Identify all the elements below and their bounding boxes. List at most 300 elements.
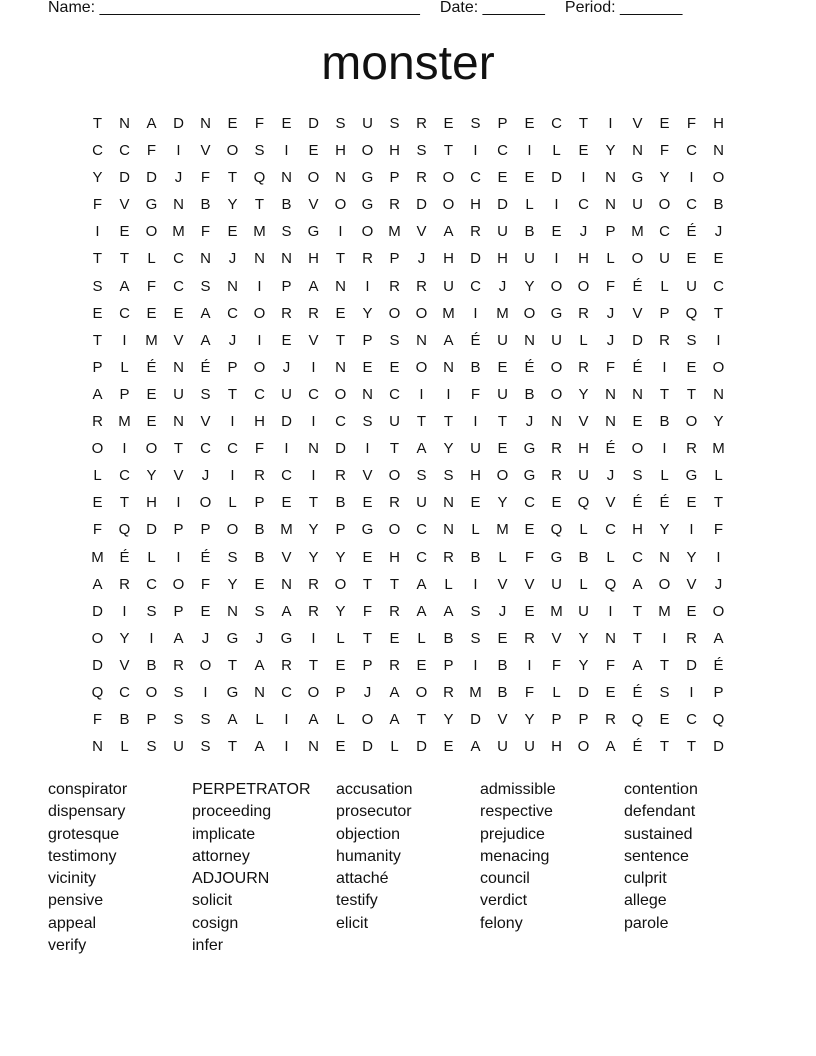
grid-letter[interactable]: C [605,521,616,539]
grid-letter[interactable]: B [713,196,724,214]
grid-letter[interactable]: I [662,440,667,458]
grid-letter[interactable]: O [199,656,212,674]
grid-letter[interactable]: S [443,467,454,485]
grid-letter[interactable]: O [145,683,158,701]
grid-letter[interactable]: P [605,223,616,241]
grid-letter[interactable]: I [230,413,235,431]
grid-letter[interactable]: O [145,440,158,458]
grid-letter[interactable]: C [497,142,508,160]
grid-letter[interactable]: Q [550,521,563,539]
grid-letter[interactable]: I [608,602,613,620]
grid-letter[interactable]: N [119,115,130,132]
grid-letter[interactable]: L [660,467,669,485]
grid-letter[interactable]: N [551,413,562,431]
grid-letter[interactable]: N [227,277,238,295]
grid-letter[interactable]: S [416,467,427,485]
grid-letter[interactable]: E [119,223,130,241]
grid-letter[interactable]: F [686,115,697,132]
grid-letter[interactable]: H [146,494,157,512]
grid-letter[interactable]: H [254,413,265,431]
grid-letter[interactable]: H [632,521,643,539]
grid-letter[interactable]: C [119,304,130,322]
grid-letter[interactable]: E [389,629,400,647]
grid-letter[interactable]: P [389,169,400,187]
grid-letter[interactable]: F [362,602,373,620]
grid-letter[interactable]: R [605,711,616,729]
grid-letter[interactable]: N [335,277,346,295]
grid-letter[interactable]: L [579,521,588,539]
grid-letter[interactable]: E [227,115,238,132]
grid-letter[interactable]: O [550,358,563,376]
grid-letter[interactable]: A [443,331,454,349]
grid-letter[interactable]: P [335,683,346,701]
grid-letter[interactable]: I [176,142,181,160]
grid-letter[interactable]: I [149,629,154,647]
grid-letter[interactable]: E [659,711,670,729]
grid-letter[interactable]: C [686,711,697,729]
grid-letter[interactable]: E [497,440,508,458]
grid-letter[interactable]: C [470,277,481,295]
grid-letter[interactable]: J [282,358,291,376]
grid-letter[interactable]: F [551,656,562,674]
grid-letter[interactable]: T [713,494,724,512]
grid-letter[interactable]: Q [118,521,131,539]
grid-letter[interactable]: T [686,385,697,403]
grid-letter[interactable]: I [311,629,316,647]
grid-letter[interactable]: É [146,358,157,376]
grid-letter[interactable]: Q [604,575,617,593]
grid-letter[interactable]: S [389,331,400,349]
grid-letter[interactable]: O [253,304,266,322]
grid-letter[interactable]: N [200,115,211,132]
grid-letter[interactable]: Y [524,711,535,729]
grid-letter[interactable]: O [226,521,239,539]
grid-letter[interactable]: G [361,521,374,539]
grid-letter[interactable]: T [578,115,589,132]
grid-letter[interactable]: E [362,548,373,566]
grid-letter[interactable]: C [146,575,157,593]
grid-letter[interactable]: C [173,277,184,295]
grid-letter[interactable]: E [362,494,373,512]
grid-letter[interactable]: V [308,331,319,349]
grid-letter[interactable]: F [254,115,265,132]
grid-letter[interactable]: E [146,385,157,403]
grid-letter[interactable]: V [497,575,508,593]
grid-letter[interactable]: P [335,521,346,539]
grid-letter[interactable]: D [173,115,184,132]
grid-letter[interactable]: E [308,142,319,160]
grid-letter[interactable]: P [659,304,670,322]
grid-letter[interactable]: H [335,142,346,160]
grid-letter[interactable]: O [523,304,536,322]
grid-letter[interactable]: R [389,196,400,214]
grid-letter[interactable]: P [146,711,157,729]
grid-letter[interactable]: F [605,277,616,295]
grid-letter[interactable]: P [578,711,589,729]
grid-letter[interactable]: L [120,738,129,756]
grid-letter[interactable]: T [416,413,427,431]
grid-letter[interactable]: T [659,656,670,674]
grid-letter[interactable]: I [527,142,532,160]
grid-letter[interactable]: P [92,358,103,376]
grid-letter[interactable]: A [470,738,481,756]
grid-letter[interactable]: I [581,169,586,187]
grid-letter[interactable]: O [658,575,671,593]
grid-letter[interactable]: E [335,304,346,322]
grid-letter[interactable]: J [255,629,264,647]
grid-letter[interactable]: O [550,385,563,403]
grid-letter[interactable]: O [361,223,374,241]
grid-letter[interactable]: I [554,196,559,214]
grid-letter[interactable]: I [716,548,721,566]
grid-letter[interactable]: A [92,385,103,403]
grid-letter[interactable]: I [365,277,370,295]
grid-letter[interactable]: B [524,223,535,241]
grid-letter[interactable]: P [200,521,211,539]
grid-letter[interactable]: L [255,711,264,729]
grid-letter[interactable]: G [226,683,239,701]
period-field-label[interactable]: Period: _______ [564,0,683,16]
grid-letter[interactable]: I [608,115,613,132]
grid-letter[interactable]: G [523,467,536,485]
grid-letter[interactable]: C [308,385,319,403]
grid-letter[interactable]: V [686,575,697,593]
grid-letter[interactable]: I [473,413,478,431]
grid-letter[interactable]: D [578,683,589,701]
grid-letter[interactable]: J [363,683,372,701]
grid-letter[interactable]: H [443,250,454,268]
grid-letter[interactable]: E [200,602,211,620]
grid-letter[interactable]: M [91,548,104,566]
grid-letter[interactable]: M [712,440,725,458]
grid-letter[interactable]: M [550,602,563,620]
grid-letter[interactable]: M [145,331,158,349]
grid-letter[interactable]: B [470,358,481,376]
grid-letter[interactable]: Y [578,385,589,403]
grid-letter[interactable]: I [662,629,667,647]
grid-letter[interactable]: J [498,602,507,620]
grid-letter[interactable]: A [200,304,211,322]
grid-letter[interactable]: E [146,304,157,322]
grid-letter[interactable]: É [470,331,481,349]
grid-letter[interactable]: J [606,331,615,349]
grid-letter[interactable]: I [473,575,478,593]
grid-letter[interactable]: O [91,440,104,458]
grid-letter[interactable]: F [92,196,103,214]
grid-letter[interactable]: U [524,738,535,756]
grid-letter[interactable]: N [173,413,184,431]
grid-letter[interactable]: G [307,223,320,241]
grid-letter[interactable]: A [605,738,616,756]
grid-letter[interactable]: H [389,548,400,566]
grid-letter[interactable]: I [230,467,235,485]
grid-letter[interactable]: E [497,358,508,376]
grid-letter[interactable]: R [308,575,319,593]
grid-letter[interactable]: N [281,575,292,593]
grid-letter[interactable]: S [227,548,238,566]
grid-letter[interactable]: P [551,711,562,729]
grid-letter[interactable]: E [146,413,157,431]
grid-letter[interactable]: N [227,602,238,620]
grid-letter[interactable]: L [606,250,615,268]
grid-letter[interactable]: G [361,196,374,214]
grid-letter[interactable]: U [389,413,400,431]
grid-letter[interactable]: T [92,331,103,349]
grid-letter[interactable]: R [416,115,427,132]
grid-letter[interactable]: V [200,413,211,431]
grid-letter[interactable]: J [714,575,723,593]
grid-letter[interactable]: D [146,169,157,187]
grid-letter[interactable]: V [632,115,643,132]
grid-letter[interactable]: N [632,142,643,160]
grid-letter[interactable]: B [281,196,292,214]
grid-letter[interactable]: C [632,548,643,566]
grid-letter[interactable]: D [92,602,103,620]
grid-letter[interactable]: F [200,575,211,593]
grid-letter[interactable]: J [201,629,210,647]
grid-letter[interactable]: A [632,656,643,674]
grid-letter[interactable]: V [632,304,643,322]
grid-letter[interactable]: S [659,683,670,701]
grid-letter[interactable]: O [496,467,509,485]
grid-letter[interactable]: T [416,711,427,729]
grid-letter[interactable]: B [335,494,346,512]
grid-letter[interactable]: N [443,521,454,539]
grid-letter[interactable]: L [498,548,507,566]
grid-letter[interactable]: E [524,169,535,187]
grid-letter[interactable]: N [605,196,616,214]
grid-letter[interactable]: É [659,494,670,512]
grid-letter[interactable]: J [228,250,237,268]
grid-letter[interactable]: I [284,440,289,458]
grid-letter[interactable]: R [578,358,589,376]
grid-letter[interactable]: N [362,385,373,403]
grid-letter[interactable]: T [713,304,724,322]
grid-letter[interactable]: J [579,223,588,241]
grid-letter[interactable]: E [389,358,400,376]
grid-letter[interactable]: H [578,250,589,268]
grid-letter[interactable]: N [713,385,724,403]
grid-letter[interactable]: M [496,521,509,539]
grid-letter[interactable]: G [226,629,239,647]
grid-letter[interactable]: L [390,738,399,756]
grid-letter[interactable]: C [551,115,562,132]
grid-letter[interactable]: S [281,223,292,241]
grid-letter[interactable]: T [497,413,508,431]
grid-letter[interactable]: V [524,575,535,593]
grid-letter[interactable]: T [173,440,184,458]
grid-letter[interactable]: J [498,277,507,295]
grid-letter[interactable]: B [524,385,535,403]
grid-letter[interactable]: T [659,385,670,403]
grid-letter[interactable]: U [497,738,508,756]
grid-letter[interactable]: L [417,629,426,647]
grid-letter[interactable]: F [605,358,616,376]
grid-letter[interactable]: R [281,656,292,674]
grid-letter[interactable]: O [172,575,185,593]
grid-letter[interactable]: I [716,331,721,349]
grid-letter[interactable]: O [253,358,266,376]
grid-letter[interactable]: C [92,142,103,160]
grid-letter[interactable]: E [281,494,292,512]
grid-letter[interactable]: F [713,521,724,539]
grid-letter[interactable]: F [92,521,103,539]
grid-letter[interactable]: E [416,656,427,674]
grid-letter[interactable]: D [416,738,427,756]
grid-letter[interactable]: E [443,738,454,756]
grid-letter[interactable]: É [200,358,211,376]
grid-letter[interactable]: A [443,223,454,241]
grid-letter[interactable]: N [605,385,616,403]
grid-letter[interactable]: R [389,656,400,674]
grid-letter[interactable]: E [686,494,697,512]
grid-letter[interactable]: O [388,521,401,539]
grid-letter[interactable]: I [473,656,478,674]
grid-letter[interactable]: A [254,738,265,756]
grid-letter[interactable]: U [686,277,697,295]
grid-letter[interactable]: D [362,738,373,756]
grid-letter[interactable]: M [118,413,131,431]
grid-letter[interactable]: J [606,467,615,485]
grid-letter[interactable]: D [470,250,481,268]
grid-letter[interactable]: L [93,467,102,485]
grid-letter[interactable]: A [632,575,643,593]
grid-letter[interactable]: T [632,629,643,647]
grid-letter[interactable]: I [95,223,100,241]
grid-letter[interactable]: E [686,602,697,620]
grid-letter[interactable]: V [308,196,319,214]
grid-letter[interactable]: O [388,304,401,322]
grid-letter[interactable]: C [389,385,400,403]
grid-letter[interactable]: F [146,277,157,295]
grid-letter[interactable]: O [631,440,644,458]
grid-letter[interactable]: O [577,738,590,756]
grid-letter[interactable]: U [524,250,535,268]
grid-letter[interactable]: T [119,494,130,512]
grid-letter[interactable]: R [308,602,319,620]
grid-letter[interactable]: I [554,250,559,268]
grid-letter[interactable]: G [631,169,644,187]
grid-letter[interactable]: A [92,575,103,593]
grid-letter[interactable]: C [119,467,130,485]
grid-letter[interactable]: F [254,440,265,458]
grid-letter[interactable]: L [714,467,723,485]
grid-letter[interactable]: F [524,683,535,701]
grid-letter[interactable]: R [308,304,319,322]
grid-letter[interactable]: A [443,602,454,620]
grid-letter[interactable]: V [605,494,616,512]
grid-letter[interactable]: B [470,548,481,566]
grid-letter[interactable]: O [361,711,374,729]
grid-letter[interactable]: F [92,711,103,729]
grid-letter[interactable]: M [280,521,293,539]
grid-letter[interactable]: H [578,440,589,458]
grid-letter[interactable]: T [92,250,103,268]
grid-letter[interactable]: Y [308,548,319,566]
grid-letter[interactable]: T [632,602,643,620]
grid-letter[interactable]: R [443,683,454,701]
grid-letter[interactable]: V [173,331,184,349]
grid-letter[interactable]: C [173,250,184,268]
grid-letter[interactable]: E [227,223,238,241]
grid-letter[interactable]: U [632,196,643,214]
grid-letter[interactable]: J [228,331,237,349]
grid-letter[interactable]: É [632,738,643,756]
grid-letter[interactable]: N [443,358,454,376]
grid-letter[interactable]: M [496,304,509,322]
grid-letter[interactable]: S [335,115,346,132]
grid-letter[interactable]: M [469,683,482,701]
grid-letter[interactable]: I [338,223,343,241]
grid-letter[interactable]: B [146,656,157,674]
grid-letter[interactable]: V [497,711,508,729]
grid-letter[interactable]: E [524,602,535,620]
grid-letter[interactable]: R [281,304,292,322]
grid-letter[interactable]: I [122,602,127,620]
grid-letter[interactable]: A [119,277,130,295]
grid-letter[interactable]: P [254,494,265,512]
grid-letter[interactable]: E [686,250,697,268]
grid-letter[interactable]: P [713,683,724,701]
grid-letter[interactable]: H [551,738,562,756]
grid-letter[interactable]: D [686,656,697,674]
grid-letter[interactable]: O [658,196,671,214]
grid-letter[interactable]: U [281,385,292,403]
grid-letter[interactable]: S [146,738,157,756]
grid-letter[interactable]: É [524,358,535,376]
grid-letter[interactable]: I [473,304,478,322]
grid-letter[interactable]: P [281,277,292,295]
grid-letter[interactable]: B [254,548,265,566]
grid-letter[interactable]: N [254,250,265,268]
grid-letter[interactable]: N [281,250,292,268]
grid-letter[interactable]: D [92,656,103,674]
grid-letter[interactable]: Q [91,683,104,701]
grid-letter[interactable]: R [119,575,130,593]
grid-letter[interactable]: O [685,413,698,431]
grid-letter[interactable]: U [659,250,670,268]
grid-letter[interactable]: D [713,738,724,756]
grid-letter[interactable]: A [146,115,157,132]
grid-letter[interactable]: E [632,413,643,431]
grid-letter[interactable]: V [362,467,373,485]
grid-letter[interactable]: E [362,358,373,376]
grid-letter[interactable]: C [119,142,130,160]
grid-letter[interactable]: Y [659,521,670,539]
grid-letter[interactable]: E [92,304,103,322]
grid-letter[interactable]: B [443,629,454,647]
grid-letter[interactable]: D [551,169,562,187]
grid-letter[interactable]: V [551,629,562,647]
grid-letter[interactable]: L [579,331,588,349]
grid-letter[interactable]: E [254,575,265,593]
grid-letter[interactable]: Y [227,196,238,214]
grid-letter[interactable]: C [119,683,130,701]
grid-letter[interactable]: P [362,331,373,349]
grid-letter[interactable]: S [200,385,211,403]
grid-letter[interactable]: G [280,629,293,647]
grid-letter[interactable]: O [577,277,590,295]
grid-letter[interactable]: V [200,142,211,160]
grid-letter[interactable]: T [362,575,373,593]
grid-letter[interactable]: C [335,413,346,431]
grid-letter[interactable]: V [281,548,292,566]
grid-letter[interactable]: U [578,467,589,485]
grid-letter[interactable]: É [200,548,211,566]
grid-letter[interactable]: Y [92,169,103,187]
grid-letter[interactable]: L [336,629,345,647]
grid-letter[interactable]: O [415,358,428,376]
